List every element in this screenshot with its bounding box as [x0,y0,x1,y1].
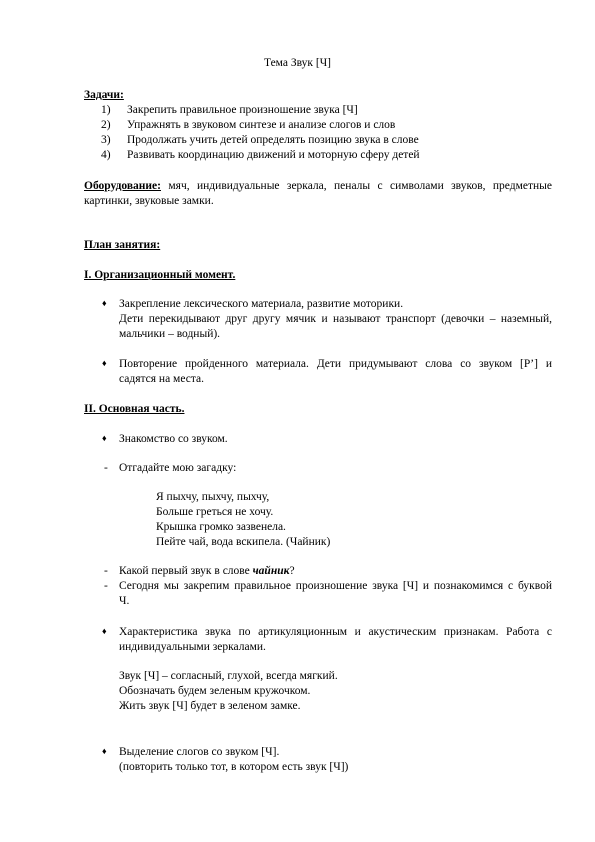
riddle-line: Пейте чай, вода вскипела. (Чайник) [156,536,331,548]
sound-characteristic-line: Обозначать будем зеленым кружочком. [119,685,311,697]
tasks-heading: Задачи: [84,89,124,101]
riddle-line: Я пыхчу, пыхчу, пыхчу, [156,491,270,503]
bullet-text-continued: садятся на места. [119,373,204,385]
bullet-text: Выделение слогов со звуком [Ч]. [119,746,280,758]
equipment-label: Оборудование: [84,180,161,192]
bullet-icon: ♦ [102,433,107,443]
bullet-icon: ♦ [102,746,107,756]
task-item [101,133,419,148]
equipment-line-2: картинки, звуковые замки. [84,195,214,207]
bullet-text: Закрепление лексического материала, развитие моторики. [119,298,404,310]
equipment-text: мяч, индивидуальные зеркала, пеналы с символами звуков, предметные [168,180,553,192]
task-item [101,148,420,163]
question-text: Какой первый звук в слове [119,565,253,577]
task-text: Закрепить правильное произношение звука [Ч] [127,104,358,116]
section-heading-organizational: I. Организационный момент. [84,269,236,281]
task-item [101,118,395,133]
emphasized-word: чайник [252,565,290,577]
sound-characteristic-line: Звук [Ч] – согласный, глухой, всегда мягкий. [119,670,338,682]
task-number: 1) [101,104,111,116]
document-title: Тема Звук [Ч] [263,57,331,69]
section-heading-main: II. Основная часть. [84,403,185,415]
task-text: Продолжать учить детей определять позицию звука в слове [127,134,419,146]
bullet-text-continued: (повторить только тот, в котором есть звук [Ч]) [119,761,349,773]
bullet-text-continued: Дети перекидывают друг другу мячик и называют транспорт (девочки – наземный, [119,313,552,325]
dash-text-continued: Ч. [119,595,130,607]
dash-text: Сегодня мы закрепим правильное произношение звука [Ч] и познакомимся с буквой [119,580,552,592]
riddle-line: Крышка громко зазвенела. [156,521,286,533]
plan-heading: План занятия: [84,239,161,251]
task-number: 4) [101,149,111,161]
bullet-icon: ♦ [102,358,107,368]
sound-characteristic-line: Жить звук [Ч] будет в зеленом замке. [119,700,301,712]
task-number: 3) [101,134,111,146]
bullet-icon: ♦ [102,626,107,636]
task-text: Развивать координацию движений и моторную сферу детей [127,149,420,161]
riddle-line: Больше греться не хочу. [156,506,274,518]
dash-icon: - [104,565,108,577]
question-mark: ? [289,565,295,577]
task-text: Упражнять в звуковом синтезе и анализе слогов и слов [127,119,396,131]
bullet-icon: ♦ [102,298,107,308]
dash-text: Отгадайте мою загадку: [119,462,237,474]
task-number: 2) [101,119,111,131]
bullet-text: Знакомство со звуком. [119,433,228,445]
bullet-text: Повторение пройденного материала. Дети придумывают слова со звуком [Р’] и [119,358,552,370]
bullet-text-continued: мальчики – водный). [119,328,221,340]
dash-icon: - [104,580,108,592]
dash-icon: - [104,462,108,474]
equipment-line [84,179,552,194]
task-item [101,103,358,118]
bullet-text-continued: индивидуальными зеркалами. [119,641,266,653]
dash-text [119,564,295,579]
bullet-text: Характеристика звука по артикуляционным и акустическим признакам. Работа с [119,626,552,638]
